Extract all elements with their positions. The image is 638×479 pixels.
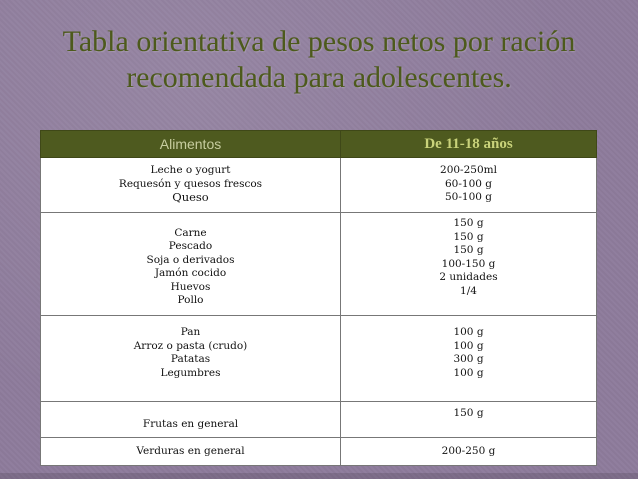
- table-row: [41, 158, 597, 213]
- food-item: Legumbres: [160, 366, 221, 379]
- table-row: [41, 438, 597, 466]
- table-header-row: [41, 131, 597, 158]
- amount-item: 1/4: [460, 284, 477, 297]
- slide-title-line-2: recomendada para adolescentes.: [126, 61, 512, 94]
- amounts-cell: [341, 438, 597, 466]
- amount-item: 2 unidades: [439, 271, 498, 283]
- slide-title: [0, 24, 638, 96]
- food-item: Patatas: [170, 353, 211, 365]
- food-item: Pescado: [168, 240, 213, 252]
- foods-cell: [41, 213, 341, 316]
- food-item: Huevos: [170, 280, 211, 293]
- amounts-cell: [341, 402, 597, 438]
- slide-title-line-1: Tabla orientativa de pesos netos por ración: [62, 25, 576, 58]
- amount-item: 100 g: [453, 366, 484, 379]
- slide-bottom-edge: [0, 473, 638, 479]
- food-item: Requesón y quesos frescos: [118, 177, 263, 190]
- header-foods: Alimentos: [41, 131, 341, 158]
- amount-item: 100 g: [453, 326, 484, 338]
- amount-item: 100 g: [453, 339, 484, 352]
- table-row: [41, 316, 597, 402]
- amount-item: 200-250ml: [440, 164, 497, 176]
- foods-cell: [41, 438, 341, 466]
- table-row: [41, 402, 597, 438]
- food-item: Pollo: [177, 294, 204, 306]
- amount-item: 150 g: [453, 407, 484, 419]
- amount-item: 60-100 g: [444, 177, 492, 190]
- foods-cell: [41, 402, 341, 438]
- amount-item: 50-100 g: [444, 191, 492, 203]
- amount-item: 200-250 g: [441, 444, 496, 457]
- food-item: Arroz o pasta (crudo): [133, 339, 248, 352]
- amount-item: 150 g: [453, 230, 484, 243]
- food-item: Pan: [180, 326, 201, 338]
- amounts-cell: [341, 213, 597, 316]
- food-item: Leche o yogurt: [150, 164, 231, 176]
- foods-cell: [41, 158, 341, 213]
- food-item: Soja o derivados: [146, 253, 235, 266]
- food-item: Frutas en general: [142, 417, 239, 430]
- amounts-cell: [341, 316, 597, 402]
- amount-item: 100-150 g: [441, 257, 496, 270]
- amounts-cell: [341, 158, 597, 213]
- amount-item: 150 g: [453, 244, 484, 256]
- foods-cell: [41, 316, 341, 402]
- portion-table: [40, 130, 597, 466]
- amount-item: 150 g: [453, 217, 484, 229]
- food-item: Queso: [172, 190, 209, 204]
- food-item: Jamón cocido: [154, 267, 227, 279]
- food-item: Carne: [174, 226, 207, 239]
- amount-item: 300 g: [453, 353, 484, 365]
- table-row: [41, 213, 597, 316]
- food-item: Verduras en general: [136, 444, 245, 457]
- header-age-range: De 11-18 años: [341, 131, 597, 158]
